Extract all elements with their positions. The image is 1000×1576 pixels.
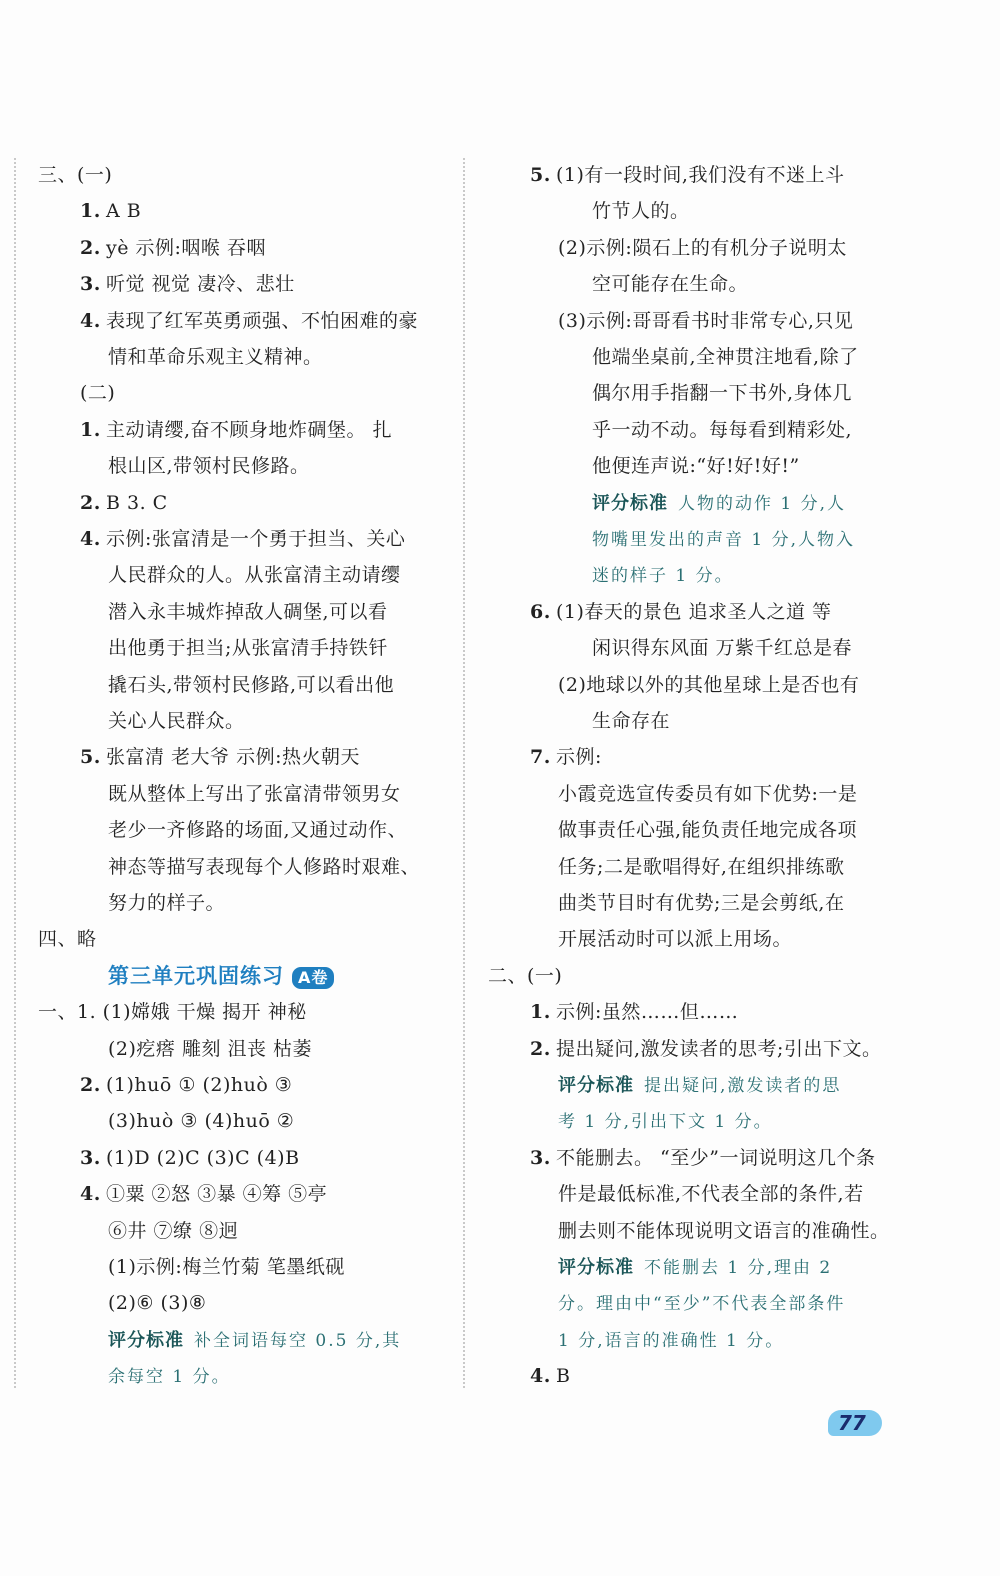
right-line	[558, 781, 857, 807]
left-line	[108, 781, 401, 807]
line-text: (2)地球以外的其他星球上是否也有	[558, 673, 860, 696]
right-line	[592, 417, 852, 443]
right-line	[558, 1254, 832, 1281]
line-text: 乎一动不动。每每看到精彩处,	[592, 418, 853, 441]
score-label: 评分标准	[592, 492, 668, 514]
item-number: 4.	[80, 528, 101, 550]
line-text: ⑥井 ⑦缭 ⑧迥	[108, 1219, 239, 1242]
right-line	[592, 344, 859, 370]
left-line	[108, 1036, 312, 1062]
right-line	[558, 926, 792, 952]
line-text: 闲识得东风面 万紫千红总是春	[592, 637, 853, 660]
line-text: 张富清 老大爷 示例:热火朝天	[106, 746, 360, 769]
item-number: 2.	[80, 236, 101, 259]
line-text: 生命存在	[592, 710, 671, 732]
left-line	[108, 1108, 294, 1134]
item-number: 6.	[530, 600, 551, 623]
right-line	[530, 744, 602, 770]
score-text: 考 1 分,引出下文 1 分。	[558, 1112, 773, 1133]
score-criteria	[592, 566, 734, 586]
line-text: 开展活动时可以派上用场。	[558, 928, 793, 951]
score-text: 迷的样子 1 分。	[592, 566, 734, 587]
left-line	[108, 854, 420, 880]
right-line	[530, 1363, 570, 1389]
left-line	[80, 1145, 300, 1171]
left-margin-dots	[14, 158, 16, 1388]
line-text: A B	[106, 200, 142, 223]
score-label: 评分标准	[108, 1329, 184, 1351]
page-number: 77	[838, 1411, 866, 1435]
line-text: 关心人民群众。	[108, 710, 245, 732]
page-number-badge	[820, 1406, 884, 1440]
unit-title-text: 第三单元巩固练习	[108, 964, 284, 988]
line-text: (2)示例:陨石上的有机分子说明太	[558, 236, 847, 259]
right-line	[558, 308, 853, 334]
unit-badge: A卷	[292, 967, 334, 989]
left-line	[80, 271, 295, 297]
left-line	[80, 744, 360, 770]
line-text: 做事责任心强,能负责任地完成各项	[558, 819, 858, 842]
right-line	[592, 635, 852, 661]
line-text: 不能删去。 “至少”一词说明这几个条	[556, 1146, 876, 1169]
right-line	[592, 453, 800, 479]
right-line	[488, 963, 562, 989]
line-text: 出他勇于担当;从张富清手持铁钎	[108, 637, 388, 660]
line-text: 提出疑问,激发读者的思考;引出下文。	[556, 1037, 882, 1060]
right-line	[558, 817, 857, 843]
line-text: 四、略	[38, 928, 97, 951]
score-text: 不能删去 1 分,理由 2	[644, 1258, 833, 1278]
score-text: 分。理由中“至少”不代表全部条件	[558, 1294, 846, 1315]
right-line	[558, 854, 844, 880]
score-text: 补全词语每空 0.5 分,其	[194, 1330, 402, 1351]
line-text: (1)huō ① (2)huò ③	[106, 1074, 293, 1096]
right-line	[592, 198, 690, 224]
left-line	[80, 1072, 292, 1098]
score-criteria	[558, 1112, 773, 1132]
left-line	[108, 1363, 231, 1390]
left-line	[108, 672, 394, 698]
right-line	[558, 1108, 773, 1135]
line-text: 他便连声说:“好!好!好!”	[592, 455, 800, 478]
center-divider-dots	[463, 158, 465, 1388]
right-line	[530, 599, 832, 625]
score-text: 人物的动作 1 分,人	[678, 493, 847, 514]
item-number: 2.	[530, 1037, 551, 1060]
score-text: 提出疑问,激发读者的思	[644, 1076, 842, 1096]
score-text: 余每空 1 分。	[108, 1367, 231, 1388]
left-line	[108, 1254, 345, 1280]
line-text: 任务;二是歌唱得好,在组织排练歌	[558, 855, 845, 878]
score-criteria	[558, 1258, 832, 1278]
item-number: 2.	[80, 1074, 101, 1096]
line-text: (1)D (2)C (3)C (4)B	[106, 1146, 300, 1169]
line-text: 件是最低标准,不代表全部的条件,若	[558, 1183, 864, 1206]
item-number: 1.	[530, 1001, 551, 1024]
item-number: 3.	[80, 273, 101, 296]
score-text: 物嘴里发出的声音 1 分,人物入	[592, 530, 856, 550]
item-number: 4.	[80, 1183, 101, 1206]
line-text: 曲类节目时有优势;三是会剪纸,在	[558, 892, 845, 914]
left-line	[108, 708, 245, 734]
left-line	[108, 1290, 206, 1316]
left-line	[108, 1218, 238, 1244]
left-line	[80, 308, 418, 334]
right-line	[592, 708, 670, 734]
line-text: 他端坐桌前,全神贯注地看,除了	[592, 346, 859, 368]
left-line	[108, 817, 407, 843]
left-line	[108, 635, 388, 661]
right-line	[530, 1036, 881, 1062]
line-text: (3)huò ③ (4)huō ②	[108, 1110, 295, 1133]
left-line	[80, 526, 405, 552]
left-line	[108, 453, 310, 479]
left-line	[80, 380, 115, 406]
score-criteria	[558, 1076, 841, 1096]
item-number: 4.	[80, 309, 101, 332]
right-line	[558, 1072, 841, 1099]
left-line	[108, 599, 388, 625]
line-text: 人民群众的人。从张富清主动请缨	[108, 564, 401, 587]
left-line	[80, 235, 266, 261]
line-text: 既从整体上写出了张富清带领男女	[108, 782, 401, 805]
line-text: 三、(一)	[38, 164, 113, 186]
line-text: 根山区,带领村民修路。	[108, 455, 310, 478]
line-text: 老少一齐修路的场面,又通过动作、	[108, 819, 408, 842]
item-number: 3.	[530, 1146, 551, 1169]
line-text: 偶尔用手指翻一下书外,身体几	[592, 382, 853, 405]
right-line	[558, 1327, 784, 1354]
left-line	[108, 1327, 401, 1354]
right-line	[592, 562, 734, 589]
right-line	[558, 672, 859, 698]
right-line	[592, 380, 852, 406]
left-line	[108, 890, 225, 916]
item-number: 1.	[80, 200, 101, 223]
right-line	[558, 1290, 845, 1317]
left-line	[80, 198, 141, 224]
left-line	[38, 926, 97, 952]
score-text: 1 分,语言的准确性 1 分。	[558, 1330, 785, 1351]
score-criteria	[108, 1367, 231, 1387]
right-line	[558, 1218, 890, 1244]
line-text: (2)⑥ (3)⑧	[108, 1292, 207, 1315]
line-text: yè 示例:咽喉 吞咽	[106, 236, 266, 259]
line-text: 撬石头,带领村民修路,可以看出他	[108, 673, 395, 696]
right-line	[558, 1181, 864, 1207]
line-text: (1)有一段时间,我们没有不迷上斗	[556, 164, 845, 186]
right-line	[592, 526, 855, 553]
score-label: 评分标准	[558, 1075, 634, 1096]
line-text: 小霞竞选宣传委员有如下优势:一是	[558, 782, 858, 805]
line-text: 示例:虽然……但……	[556, 1001, 739, 1024]
item-number: 4.	[530, 1365, 551, 1388]
line-text: 潜入永丰城炸掉敌人碉堡,可以看	[108, 600, 388, 623]
right-line	[558, 890, 844, 916]
right-line	[592, 271, 748, 297]
right-line	[530, 162, 844, 188]
item-number: 7.	[530, 746, 551, 769]
item-number: 2.	[80, 491, 101, 514]
score-criteria	[592, 494, 846, 514]
line-text: (2)疙瘩 雕刻 沮丧 枯萎	[108, 1037, 313, 1060]
score-criteria	[558, 1294, 845, 1314]
line-text: (1)春天的景色 追求圣人之道 等	[556, 600, 832, 623]
line-text: B	[556, 1365, 571, 1388]
item-number: 3.	[80, 1146, 101, 1169]
right-line	[530, 999, 738, 1025]
line-text: 竹节人的。	[592, 200, 690, 223]
right-line	[592, 490, 846, 517]
line-text: 一、1. (1)嫦娥 干燥 揭开 神秘	[38, 1001, 307, 1024]
unit-title	[108, 960, 334, 990]
line-text: 听觉 视觉 凄冷、悲壮	[106, 273, 295, 296]
left-line	[80, 490, 168, 516]
left-line	[80, 417, 392, 443]
line-text: 示例:张富清是一个勇于担当、关心	[106, 528, 406, 550]
score-criteria	[108, 1331, 401, 1351]
left-line	[38, 999, 307, 1025]
line-text: ①粟 ②怒 ③暴 ④筹 ⑤亭	[106, 1183, 328, 1206]
left-line	[108, 562, 401, 588]
left-line	[80, 1181, 327, 1207]
line-text: B 3. C	[106, 491, 168, 514]
score-criteria	[592, 530, 855, 550]
line-text: 二、(一)	[488, 964, 563, 987]
line-text: 情和革命乐观主义精神。	[108, 346, 323, 368]
score-label: 评分标准	[558, 1257, 634, 1278]
right-line	[530, 1145, 875, 1171]
line-text: 主动请缨,奋不顾身地炸碉堡。 扎	[106, 418, 393, 441]
line-text: 空可能存在生命。	[592, 273, 749, 296]
line-text: (1)示例:梅兰竹菊 笔墨纸砚	[108, 1256, 345, 1278]
line-text: 示例:	[556, 746, 602, 769]
item-number: 5.	[80, 746, 101, 769]
left-line	[108, 344, 323, 370]
line-text: 努力的样子。	[108, 892, 226, 914]
line-text: 表现了红军英勇顽强、不怕困难的豪	[106, 309, 419, 332]
item-number: 1.	[80, 418, 101, 441]
left-line	[38, 162, 112, 188]
line-text: (二)	[80, 382, 116, 405]
line-text: 神态等描写表现每个人修路时艰难、	[108, 855, 421, 878]
item-number: 5.	[530, 164, 551, 186]
line-text: (3)示例:哥哥看书时非常专心,只见	[558, 309, 854, 332]
right-line	[558, 235, 847, 261]
line-text: 删去则不能体现说明文语言的准确性。	[558, 1219, 890, 1242]
score-criteria	[558, 1331, 784, 1351]
